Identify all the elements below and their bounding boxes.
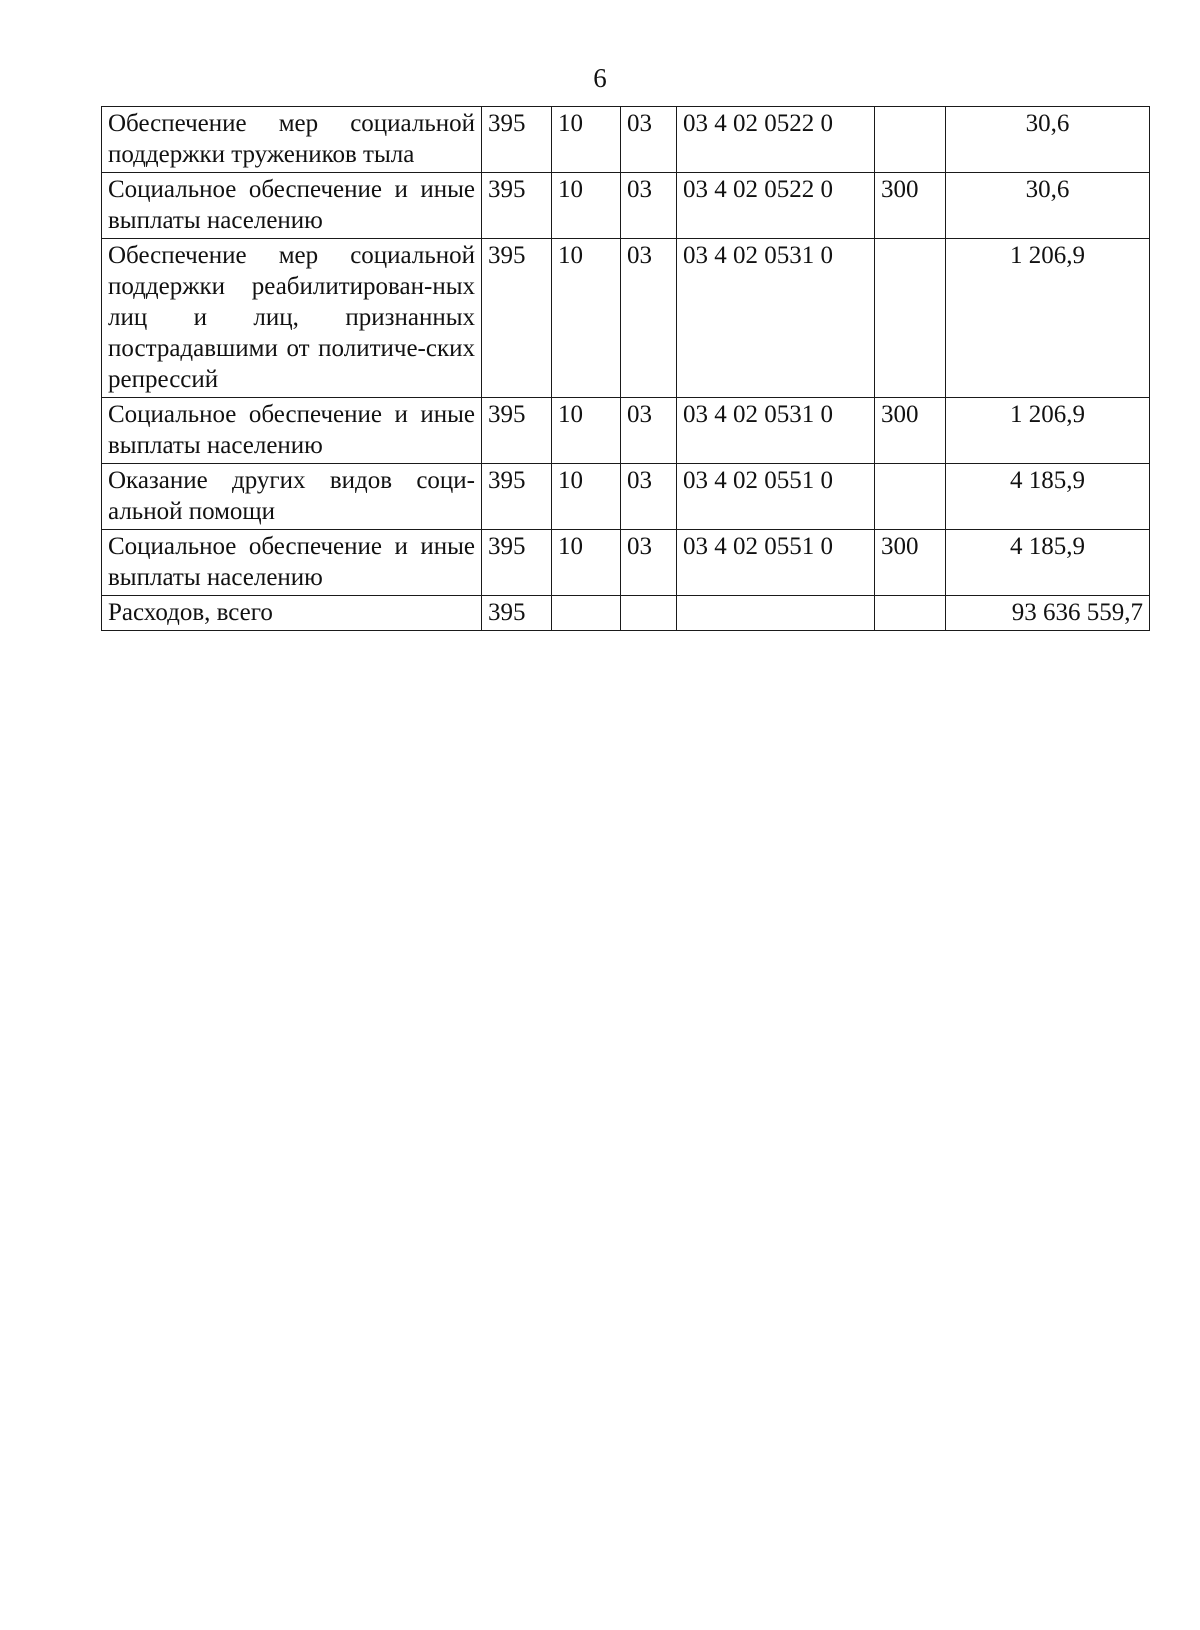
expense-type-code bbox=[875, 239, 946, 398]
section-code: 10 bbox=[552, 107, 621, 173]
section-code: 10 bbox=[552, 464, 621, 530]
expense-type-code: 300 bbox=[875, 173, 946, 239]
row-name: Социальное обеспечение и иные выплаты населению bbox=[102, 530, 482, 596]
expense-type-code: 300 bbox=[875, 530, 946, 596]
total-label: Расходов, всего bbox=[102, 596, 482, 631]
subsection-code: 03 bbox=[621, 107, 677, 173]
amount: 30,6 bbox=[946, 173, 1150, 239]
row-name: Оказание других видов соци-альной помощи bbox=[102, 464, 482, 530]
row-name: Социальное обеспечение и иные выплаты населению bbox=[102, 398, 482, 464]
subsection-code: 03 bbox=[621, 530, 677, 596]
amount: 1 206,9 bbox=[946, 398, 1150, 464]
section-code bbox=[552, 596, 621, 631]
expense-type-code bbox=[875, 596, 946, 631]
target-article-code: 03 4 02 0531 0 bbox=[677, 398, 875, 464]
budget-table bbox=[101, 106, 1150, 631]
amount: 1 206,9 bbox=[946, 239, 1150, 398]
target-article-code: 03 4 02 0522 0 bbox=[677, 107, 875, 173]
grbs-code: 395 bbox=[482, 239, 552, 398]
target-article-code: 03 4 02 0531 0 bbox=[677, 239, 875, 398]
row-name: Обеспечение мер социальной поддержки тружеников тыла bbox=[102, 107, 482, 173]
target-article-code: 03 4 02 0522 0 bbox=[677, 173, 875, 239]
subsection-code: 03 bbox=[621, 173, 677, 239]
grbs-code: 395 bbox=[482, 398, 552, 464]
grbs-code: 395 bbox=[482, 596, 552, 631]
total-amount: 93 636 559,7 bbox=[946, 596, 1150, 631]
subsection-code bbox=[621, 596, 677, 631]
target-article-code: 03 4 02 0551 0 bbox=[677, 464, 875, 530]
section-code: 10 bbox=[552, 173, 621, 239]
subsection-code: 03 bbox=[621, 398, 677, 464]
subsection-code: 03 bbox=[621, 464, 677, 530]
target-article-code: 03 4 02 0551 0 bbox=[677, 530, 875, 596]
table-row bbox=[102, 173, 1150, 239]
grbs-code: 395 bbox=[482, 173, 552, 239]
section-code: 10 bbox=[552, 530, 621, 596]
amount: 4 185,9 bbox=[946, 530, 1150, 596]
expense-type-code: 300 bbox=[875, 398, 946, 464]
grbs-code: 395 bbox=[482, 107, 552, 173]
section-code: 10 bbox=[552, 239, 621, 398]
grbs-code: 395 bbox=[482, 464, 552, 530]
table-row bbox=[102, 239, 1150, 398]
expense-type-code bbox=[875, 464, 946, 530]
table-row bbox=[102, 464, 1150, 530]
table-row bbox=[102, 107, 1150, 173]
section-code: 10 bbox=[552, 398, 621, 464]
total-row bbox=[102, 596, 1150, 631]
amount: 30,6 bbox=[946, 107, 1150, 173]
row-name: Социальное обеспечение и иные выплаты населению bbox=[102, 173, 482, 239]
page-number: 6 bbox=[593, 63, 607, 93]
amount: 4 185,9 bbox=[946, 464, 1150, 530]
target-article-code bbox=[677, 596, 875, 631]
table-row bbox=[102, 398, 1150, 464]
row-name: Обеспечение мер социальной поддержки реабилитирован-ных лиц и лиц, признанных пострадавшими от политиче-ских репрессий bbox=[102, 239, 482, 398]
expense-type-code bbox=[875, 107, 946, 173]
subsection-code: 03 bbox=[621, 239, 677, 398]
table-row bbox=[102, 530, 1150, 596]
grbs-code: 395 bbox=[482, 530, 552, 596]
